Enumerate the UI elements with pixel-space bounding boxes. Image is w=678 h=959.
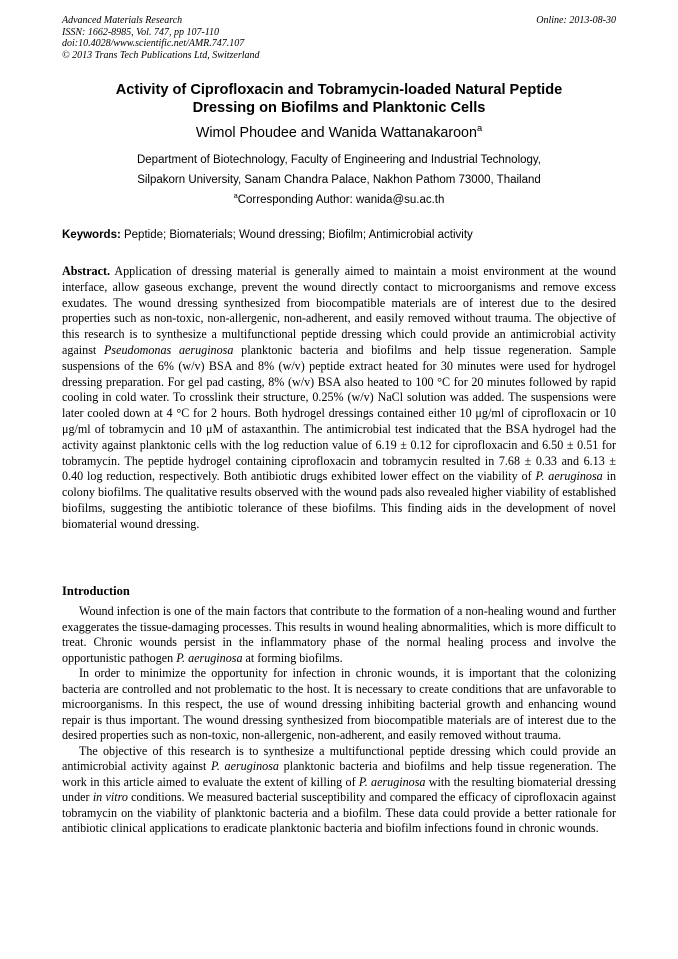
abstract-text-3: in colony biofilms. The qualitative results observed with the wound pads also revealed higher viability of established biofilms, suggesting the antibiotic tolerance of these biofilms. This finding aids in the development of novel biomaterial wound dressing. [62, 469, 617, 531]
introduction-heading: Introduction [62, 584, 130, 598]
journal-header [62, 15, 616, 61]
author-list [62, 124, 616, 142]
intro-p1-text-a: Wound infection is one of the main factors that contribute to the formation of a non-healing wound and further exaggerates the tissue-damaging processes. This results in wound healing abnormalities, which is more difficult to treat. Chronic wounds persist in the inflammatory phase of the normal healing process and involve the opportunistic pathogen [62, 604, 616, 665]
online-date: Online: 2013-08-30 [536, 15, 616, 26]
intro-p3-text-a: The objective of this research is to synthesize a multifunctional peptide dressing which could provide an antimicrobial activity against [62, 743, 616, 773]
intro-p3-text-d: conditions. We measured bacterial susceptibility and compared the efficacy of ciprofloxacin against tobramycin on the viability of planktonic bacteria and a biofilm. These data could provide a better rationale for antibiotic clinical applications to eradicate planktonic bacteria and biofilm infections found in chronic wounds. [62, 790, 617, 835]
intro-paragraph-3 [62, 744, 616, 837]
affiliation-block [62, 150, 616, 210]
corresponding-text: Corresponding Author: wanida@su.ac.th [237, 194, 445, 206]
intro-p3-species-2: P. aeruginosa [358, 774, 426, 789]
intro-paragraph-1 [62, 604, 616, 666]
issn-line: ISSN: 1662-8985, Vol. 747, pp 107-110 [62, 26, 220, 38]
author-superscript: a [476, 123, 483, 134]
intro-p3-species-1: P. aeruginosa [211, 759, 279, 773]
paper-title [62, 81, 616, 117]
abstract-label: Abstract. [62, 264, 111, 278]
copyright-line: © 2013 Trans Tech Publications Ltd, Switzerland [62, 49, 260, 61]
intro-p3-text-b: planktonic bacteria and biofilms and help tissue regeneration. The work in this article aimed to evaluate the extent of killing of [62, 759, 616, 789]
corresponding-superscript: a [233, 191, 238, 201]
journal-name: Advanced Materials Research [62, 15, 183, 26]
keywords [62, 228, 616, 242]
affiliation-line-1: Department of Biotechnology, Faculty of Engineering and Industrial Technology, [136, 154, 542, 166]
keywords-text: Peptide; Biomaterials; Wound dressing; Biofilm; Antimicrobial activity [120, 229, 473, 241]
abstract [62, 264, 616, 533]
keywords-label: Keywords: [62, 229, 121, 241]
abstract-species-1: Pseudomonas aeruginosa [104, 342, 234, 357]
corresponding-author [62, 190, 616, 210]
intro-paragraph-2: In order to minimize the opportunity for infection in chronic wounds, it is important that the colonizing bacteria are controlled and not problematic to the host. It is necessary to create conditions that are unfavorable to microorganisms. In this respect, the use of wound dressing inhibiting bacterial growth and enhancing wound repair is thus important. The wound dressing synthesized from biocompatible materials are of interest due to the desired properties such as non-toxic, non-allergenic, non-adherent, and easily removed without trauma. [62, 666, 616, 742]
intro-p3-text-c: with the resulting biomaterial dressing under [62, 774, 616, 804]
author-names: Wimol Phoudee and Wanida Wattanakaroon [195, 125, 477, 141]
doi-line: doi:10.4028/www.scientific.net/AMR.747.107 [62, 38, 245, 49]
abstract-text-2: planktonic bacteria and biofilms and help tissue regeneration. Sample suspensions of the 6% (w/v) BSA and 8% (w/v) peptide extract heated for 30 minutes were used for hydrogel dressing preparation. For gel pad casting, 8% (w/v) BSA also heated to 100 °C for 20 minutes followed by rapid cooling in cold water. To crosslink their structure, 0.25% (w/v) NaCl solution was added. The suspensions were later cooled down at 4 °C for 2 hours. Both hydrogel dressings contained either 10 μg/ml of ciprofloxacin or 10 μg/ml of tobramycin and 10 μM of astaxanthin. The antimicrobial test indicated that the BSA hydrogel had the activity against planktonic cells with the log reduction value of 6.19 ± 0.12 for ciprofloxacin and 6.50 ± 0.51 for tobramycin. The peptide hydrogel containing ciprofloxacin and tobramycin resulted in 7.68 ± 0.33 and 6.13 ± 0.40 log reduction, respectively. Both antibiotic drugs exhibited lower effect on the viability of [62, 342, 616, 484]
abstract-text-1: Application of dressing material is generally aimed to maintain a moist environment at the wound interface, allow gaseous exchange, prevent the wound directly contact to microorganisms and remove excess exudates. The wound dressing synthesized from biocompatible materials are of interest due to the desired properties such as non-toxic, non-allergenic, non-adherent, and easily removed without trauma. The objective of this research is to synthesize a multifunctional peptide dressing which could provide an antimicrobial activity against [62, 264, 616, 357]
intro-p1-text-b: at forming biofilms. [242, 650, 343, 665]
abstract-species-2: P. aeruginosa [535, 469, 603, 484]
affiliation-line-2: Silpakorn University, Sanam Chandra Palace, Nakhon Pathom 73000, Thailand [137, 174, 541, 186]
title-line-2: Dressing on Biofilms and Planktonic Cells [192, 100, 486, 116]
title-line-1: Activity of Ciprofloxacin and Tobramycin-loaded Natural Peptide [115, 82, 563, 98]
introduction-body [62, 604, 616, 837]
intro-p1-species: P. aeruginosa [176, 650, 243, 665]
intro-p3-in-vitro: in vitro [92, 790, 128, 804]
